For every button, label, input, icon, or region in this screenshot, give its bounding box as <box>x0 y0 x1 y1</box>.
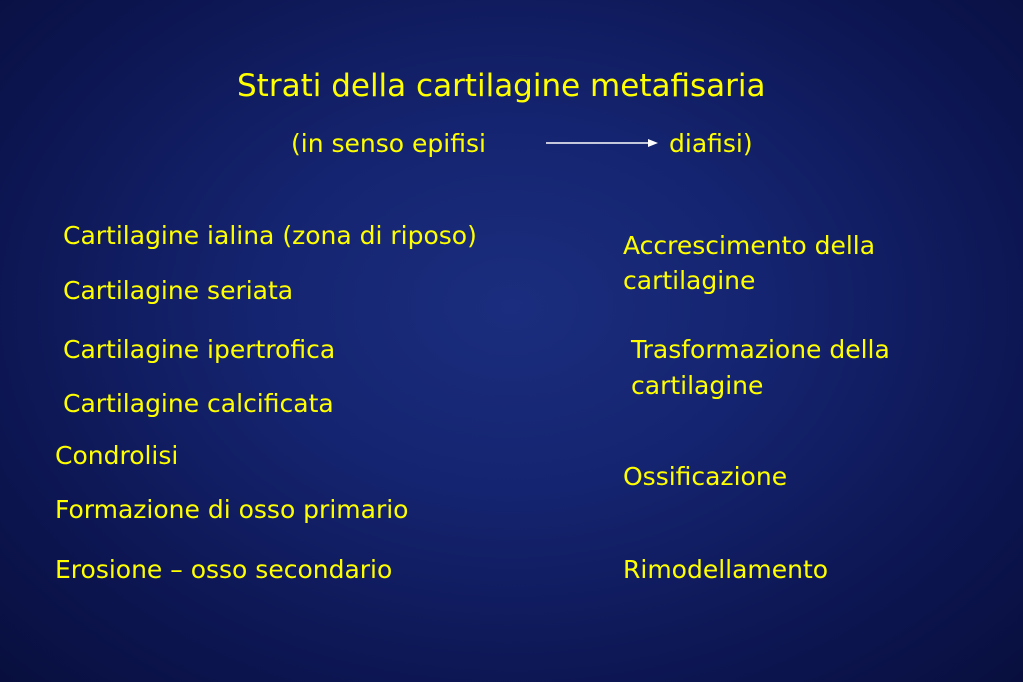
right-item-ossificazione: Ossificazione <box>623 462 788 491</box>
right-item-trasformazione-line2: cartilagine <box>631 371 764 400</box>
right-arrow-icon <box>546 136 658 150</box>
slide-title: Strati della cartilagine metafisaria <box>237 68 766 104</box>
left-item-cartilagine-calcificata: Cartilagine calcificata <box>63 389 334 418</box>
left-item-condrolisi: Condrolisi <box>55 441 179 470</box>
left-item-erosione-osso-secondario: Erosione – osso secondario <box>55 555 393 584</box>
left-item-formazione-osso-primario: Formazione di osso primario <box>55 495 409 524</box>
right-item-trasformazione-line1: Trasformazione della <box>631 335 890 364</box>
right-item-accrescimento-line1: Accrescimento della <box>623 231 876 260</box>
left-item-cartilagine-seriata: Cartilagine seriata <box>63 276 294 305</box>
subtitle-right: diafisi) <box>669 129 753 158</box>
subtitle-left: (in senso epifisi <box>291 129 486 158</box>
right-item-rimodellamento: Rimodellamento <box>623 555 829 584</box>
right-item-accrescimento-line2: cartilagine <box>623 266 756 295</box>
left-item-cartilagine-ipertrofica: Cartilagine ipertrofica <box>63 335 336 364</box>
left-item-cartilagine-ialina: Cartilagine ialina (zona di riposo) <box>63 221 477 250</box>
